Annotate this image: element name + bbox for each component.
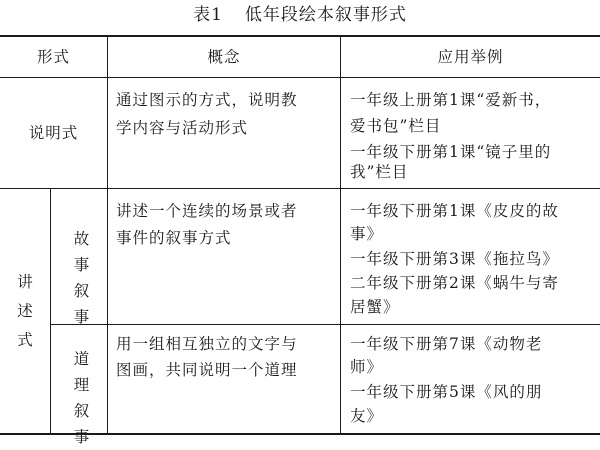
example-story-line3: 一年级下册第3课《拖拉鸟》	[350, 250, 559, 268]
header-concept: 概念	[207, 48, 241, 66]
concept-story-line1: 讲述一个连续的场景或者	[116, 202, 298, 220]
table-title: 低年段绘本叙事形式	[244, 5, 407, 25]
col-rule-examples	[340, 36, 341, 434]
example-reason-line2: 师》	[350, 358, 384, 376]
header-rule	[0, 77, 600, 78]
example-explain-line1: 一年级上册第1课“爱新书，	[350, 91, 552, 109]
form-narrate-group: 讲述式	[17, 273, 33, 349]
row-rule-2	[50, 324, 600, 325]
concept-story-line2: 事件的叙事方式	[116, 229, 232, 247]
col-rule-subform	[50, 188, 51, 434]
example-story-line2: 事》	[350, 225, 384, 243]
example-reason-line3: 一年级下册第5课《风的朋	[350, 383, 543, 401]
example-explain-line3: 一年级下册第1课“镜子里的	[350, 143, 552, 161]
header-form: 形式	[36, 48, 70, 66]
example-explain-line2: 爱书包”栏目	[350, 117, 442, 135]
example-story-line5: 居蟹》	[350, 298, 400, 316]
header-examples: 应用举例	[437, 48, 504, 66]
concept-explain-line2: 学内容与活动形式	[116, 119, 249, 137]
concept-reason-line2: 图画，共同说明一个道理	[116, 361, 298, 379]
example-reason-line4: 友》	[350, 407, 384, 425]
concept-explain-line1: 通过图示的方式，说明教	[116, 91, 298, 109]
top-rule	[0, 35, 600, 37]
row-rule-1	[0, 188, 600, 189]
example-story-line4: 二年级下册第2课《蜗牛与寄	[350, 274, 559, 292]
form-story: 故事叙事	[73, 230, 91, 326]
form-reason: 道理叙事	[73, 350, 91, 446]
table-number: 表1	[193, 5, 223, 25]
concept-reason-line1: 用一组相互独立的文字与	[116, 335, 298, 353]
example-story-line1: 一年级下册第1课《皮皮的故	[350, 202, 559, 220]
example-reason-line1: 一年级下册第7课《动物老	[350, 335, 543, 353]
col-rule-concept	[107, 36, 108, 434]
form-explain: 说明式	[28, 124, 79, 142]
example-explain-line4: 我”栏目	[350, 163, 409, 181]
